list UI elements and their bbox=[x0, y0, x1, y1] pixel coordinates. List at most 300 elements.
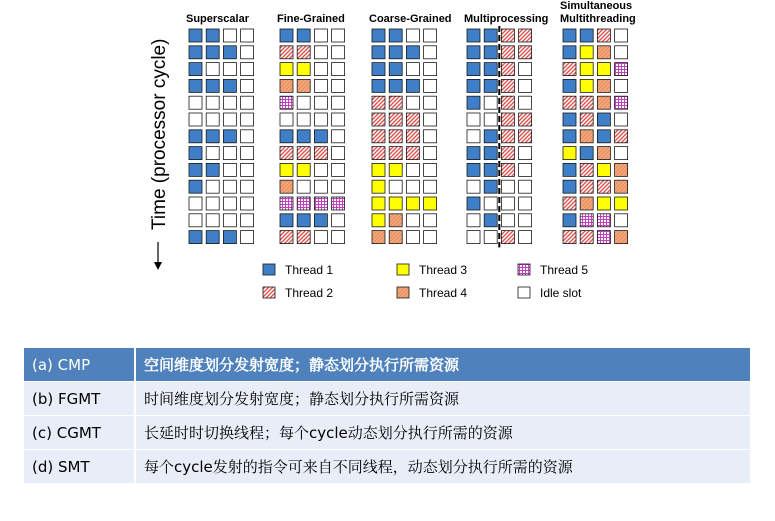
legend-item bbox=[263, 263, 333, 277]
row-description: 长延时时切换线程；每个cycle动态划分执行所需的资源 bbox=[135, 416, 750, 450]
idle-slot bbox=[424, 96, 437, 109]
idle-slot bbox=[484, 113, 497, 126]
thread-5-slot bbox=[280, 96, 293, 109]
thread-2-slot bbox=[563, 63, 576, 76]
thread-4-slot bbox=[280, 79, 293, 92]
slot-grid-2 bbox=[277, 13, 345, 244]
thread-1-swatch bbox=[263, 264, 275, 275]
thread-2-slot bbox=[372, 96, 385, 109]
idle-slot bbox=[424, 46, 437, 59]
idle-slot bbox=[189, 197, 202, 210]
thread-2-slot bbox=[406, 113, 419, 126]
thread-3-slot bbox=[424, 197, 437, 210]
thread-3-slot bbox=[280, 163, 293, 176]
thread-4-slot bbox=[580, 197, 593, 210]
idle-slot bbox=[332, 180, 345, 193]
thread-5-slot bbox=[597, 231, 610, 244]
thread-1-slot bbox=[389, 46, 402, 59]
legend-label: Thread 2 bbox=[285, 286, 334, 300]
idle-slot bbox=[519, 96, 532, 109]
idle-slot bbox=[241, 130, 254, 143]
thread-2-slot bbox=[501, 130, 514, 143]
idle-slot bbox=[280, 113, 293, 126]
idle-slot bbox=[241, 63, 254, 76]
thread-1-slot bbox=[189, 63, 202, 76]
thread-1-slot bbox=[372, 63, 385, 76]
idle-slot bbox=[615, 147, 628, 160]
thread-1-slot bbox=[406, 46, 419, 59]
thread-4-slot bbox=[597, 79, 610, 92]
thread-3-slot bbox=[580, 63, 593, 76]
idle-slot bbox=[519, 214, 532, 227]
idle-slot bbox=[314, 163, 327, 176]
idle-slot bbox=[241, 29, 254, 42]
idle-slot bbox=[519, 231, 532, 244]
thread-1-slot bbox=[484, 29, 497, 42]
grid-title: Superscalar bbox=[186, 13, 249, 25]
thread-1-slot bbox=[467, 63, 480, 76]
thread-1-slot bbox=[563, 79, 576, 92]
thread-2-slot bbox=[501, 147, 514, 160]
idle-slot bbox=[332, 46, 345, 59]
thread-3-slot bbox=[615, 197, 628, 210]
idle-slot bbox=[241, 79, 254, 92]
thread-3-slot bbox=[372, 197, 385, 210]
thread-3-slot bbox=[372, 214, 385, 227]
thread-1-slot bbox=[280, 130, 293, 143]
idle-slot bbox=[241, 147, 254, 160]
thread-1-slot bbox=[297, 29, 310, 42]
thread-2-slot bbox=[280, 147, 293, 160]
thread-1-slot bbox=[597, 113, 610, 126]
idle-slot bbox=[314, 231, 327, 244]
thread-2-slot bbox=[372, 113, 385, 126]
idle-slot bbox=[424, 180, 437, 193]
idle-slot bbox=[314, 79, 327, 92]
thread-1-slot bbox=[372, 79, 385, 92]
thread-1-slot bbox=[223, 231, 236, 244]
thread-1-slot bbox=[189, 231, 202, 244]
y-axis-arrowhead bbox=[154, 262, 162, 270]
slot-grid-1 bbox=[186, 13, 254, 244]
thread-3-slot bbox=[372, 180, 385, 193]
idle-slot bbox=[467, 180, 480, 193]
thread-1-slot bbox=[206, 130, 219, 143]
idle-slot bbox=[406, 180, 419, 193]
idle-slot bbox=[424, 63, 437, 76]
thread-2-slot bbox=[280, 46, 293, 59]
idle-slot bbox=[406, 29, 419, 42]
legend-label: Thread 4 bbox=[419, 286, 468, 300]
thread-2-slot bbox=[501, 63, 514, 76]
thread-1-slot bbox=[297, 214, 310, 227]
row-description: 空间维度划分发射宽度；静态划分执行所需资源 bbox=[135, 348, 750, 382]
row-label: (b) FGMT bbox=[24, 382, 135, 416]
idle-slot bbox=[332, 29, 345, 42]
idle-slot bbox=[223, 214, 236, 227]
row-description: 每个cycle发射的指令可来自不同线程，动态划分执行所需的资源 bbox=[135, 450, 750, 484]
idle-slot bbox=[406, 63, 419, 76]
thread-4-swatch bbox=[397, 287, 409, 298]
thread-5-slot bbox=[297, 197, 310, 210]
thread-1-slot bbox=[563, 180, 576, 193]
thread-2-slot bbox=[519, 130, 532, 143]
legend bbox=[263, 263, 588, 300]
idle-slot bbox=[223, 180, 236, 193]
idle-slot bbox=[332, 163, 345, 176]
thread-3-swatch bbox=[397, 264, 409, 275]
idle-slot bbox=[223, 197, 236, 210]
idle-slot bbox=[332, 231, 345, 244]
legend-item bbox=[397, 263, 467, 277]
idle-slot bbox=[206, 96, 219, 109]
thread-2-slot bbox=[297, 231, 310, 244]
thread-2-slot bbox=[519, 46, 532, 59]
thread-5-slot bbox=[580, 214, 593, 227]
thread-2-slot bbox=[519, 29, 532, 42]
grid-title: Multithreading bbox=[560, 13, 636, 25]
grid-title: Simultaneous bbox=[560, 0, 633, 12]
thread-1-slot bbox=[280, 29, 293, 42]
thread-2-slot bbox=[597, 180, 610, 193]
thread-2-slot bbox=[372, 147, 385, 160]
thread-2-slot bbox=[297, 147, 310, 160]
thread-1-slot bbox=[389, 79, 402, 92]
idle-slot bbox=[241, 214, 254, 227]
table-row bbox=[24, 450, 750, 484]
thread-1-slot bbox=[597, 130, 610, 143]
thread-5-slot bbox=[314, 197, 327, 210]
idle-slot bbox=[519, 147, 532, 160]
idle-slot bbox=[467, 214, 480, 227]
idle-slot bbox=[519, 197, 532, 210]
thread-1-slot bbox=[467, 79, 480, 92]
idle-slot bbox=[241, 163, 254, 176]
thread-4-slot bbox=[389, 214, 402, 227]
thread-4-slot bbox=[580, 130, 593, 143]
thread-1-slot bbox=[484, 63, 497, 76]
thread-3-slot bbox=[580, 79, 593, 92]
idle-slot bbox=[314, 96, 327, 109]
thread-3-slot bbox=[389, 163, 402, 176]
thread-2-swatch bbox=[263, 287, 275, 298]
thread-3-slot bbox=[597, 163, 610, 176]
idle-slot bbox=[314, 113, 327, 126]
grid-title: Multiprocessing bbox=[464, 13, 549, 25]
thread-1-slot bbox=[563, 113, 576, 126]
legend-item bbox=[397, 286, 467, 300]
idle-slot bbox=[189, 214, 202, 227]
idle-slot bbox=[424, 113, 437, 126]
thread-1-slot bbox=[484, 46, 497, 59]
thread-1-slot bbox=[206, 29, 219, 42]
thread-1-slot bbox=[580, 147, 593, 160]
thread-5-slot bbox=[615, 63, 628, 76]
thread-2-slot bbox=[501, 231, 514, 244]
idle-slot bbox=[206, 63, 219, 76]
idle-slot bbox=[615, 113, 628, 126]
idle-slot bbox=[424, 130, 437, 143]
idle-slot bbox=[241, 180, 254, 193]
comparison-table bbox=[24, 348, 750, 484]
idle-slot bbox=[615, 79, 628, 92]
thread-1-slot bbox=[389, 63, 402, 76]
idle-slot bbox=[332, 214, 345, 227]
thread-3-slot bbox=[563, 147, 576, 160]
thread-2-slot bbox=[372, 130, 385, 143]
idle-slot bbox=[241, 46, 254, 59]
idle-slot bbox=[223, 113, 236, 126]
thread-2-slot bbox=[563, 197, 576, 210]
thread-1-slot bbox=[280, 214, 293, 227]
thread-1-slot bbox=[406, 79, 419, 92]
thread-1-slot bbox=[206, 231, 219, 244]
thread-1-slot bbox=[189, 147, 202, 160]
thread-4-slot bbox=[615, 180, 628, 193]
idle-slot bbox=[406, 163, 419, 176]
thread-1-slot bbox=[189, 29, 202, 42]
thread-1-slot bbox=[314, 214, 327, 227]
thread-2-slot bbox=[389, 130, 402, 143]
thread-2-slot bbox=[563, 231, 576, 244]
idle-slot bbox=[332, 130, 345, 143]
thread-3-slot bbox=[297, 63, 310, 76]
thread-1-slot bbox=[189, 46, 202, 59]
idle-slot bbox=[332, 113, 345, 126]
thread-1-slot bbox=[189, 180, 202, 193]
thread-1-slot bbox=[314, 130, 327, 143]
thread-2-slot bbox=[501, 79, 514, 92]
thread-3-slot bbox=[406, 197, 419, 210]
thread-1-slot bbox=[223, 130, 236, 143]
idle-slot bbox=[189, 113, 202, 126]
idle-slot bbox=[241, 197, 254, 210]
thread-2-slot bbox=[580, 96, 593, 109]
legend-label: Idle slot bbox=[540, 286, 582, 300]
thread-2-slot bbox=[615, 130, 628, 143]
thread-4-slot bbox=[597, 46, 610, 59]
thread-3-slot bbox=[597, 63, 610, 76]
idle-slot bbox=[519, 63, 532, 76]
idle-slot bbox=[206, 197, 219, 210]
idle-slot bbox=[206, 113, 219, 126]
thread-4-slot bbox=[280, 180, 293, 193]
thread-1-slot bbox=[563, 46, 576, 59]
thread-1-slot bbox=[189, 163, 202, 176]
table-row bbox=[24, 348, 750, 382]
thread-3-slot bbox=[580, 46, 593, 59]
idle-slot bbox=[484, 231, 497, 244]
thread-1-slot bbox=[467, 29, 480, 42]
thread-2-slot bbox=[597, 29, 610, 42]
thread-4-slot bbox=[615, 163, 628, 176]
thread-4-slot bbox=[597, 147, 610, 160]
thread-4-slot bbox=[372, 231, 385, 244]
idle-slot bbox=[241, 96, 254, 109]
idle-slot bbox=[206, 214, 219, 227]
idle-slot bbox=[424, 214, 437, 227]
thread-1-slot bbox=[563, 163, 576, 176]
idle-slot bbox=[615, 29, 628, 42]
thread-3-slot bbox=[372, 163, 385, 176]
thread-1-slot bbox=[189, 130, 202, 143]
idle-slot-swatch bbox=[518, 287, 530, 298]
legend-label: Thread 5 bbox=[540, 263, 589, 277]
thread-5-slot bbox=[615, 96, 628, 109]
idle-slot bbox=[223, 147, 236, 160]
thread-1-slot bbox=[484, 79, 497, 92]
thread-1-slot bbox=[484, 214, 497, 227]
idle-slot bbox=[314, 29, 327, 42]
thread-1-slot bbox=[580, 29, 593, 42]
thread-2-slot bbox=[389, 147, 402, 160]
row-label: (c) CGMT bbox=[24, 416, 135, 450]
idle-slot bbox=[615, 214, 628, 227]
thread-4-slot bbox=[297, 79, 310, 92]
idle-slot bbox=[467, 113, 480, 126]
thread-1-slot bbox=[389, 29, 402, 42]
row-description: 时间维度划分发射宽度；静态划分执行所需资源 bbox=[135, 382, 750, 416]
thread-1-slot bbox=[467, 197, 480, 210]
thread-1-slot bbox=[372, 46, 385, 59]
thread-3-slot bbox=[389, 197, 402, 210]
idle-slot bbox=[223, 96, 236, 109]
thread-2-slot bbox=[580, 163, 593, 176]
idle-slot bbox=[332, 79, 345, 92]
thread-1-slot bbox=[484, 163, 497, 176]
thread-2-slot bbox=[563, 96, 576, 109]
thread-1-slot bbox=[467, 46, 480, 59]
thread-1-slot bbox=[372, 29, 385, 42]
row-label: (a) CMP bbox=[24, 348, 135, 382]
idle-slot bbox=[223, 63, 236, 76]
legend-item bbox=[263, 286, 333, 300]
thread-1-slot bbox=[223, 46, 236, 59]
idle-slot bbox=[206, 180, 219, 193]
thread-5-slot bbox=[597, 214, 610, 227]
idle-slot bbox=[332, 63, 345, 76]
thread-3-slot bbox=[597, 197, 610, 210]
thread-2-slot bbox=[501, 113, 514, 126]
thread-2-slot bbox=[501, 96, 514, 109]
thread-3-slot bbox=[280, 63, 293, 76]
idle-slot bbox=[501, 197, 514, 210]
thread-4-slot bbox=[615, 231, 628, 244]
thread-2-slot bbox=[389, 113, 402, 126]
thread-1-slot bbox=[484, 180, 497, 193]
idle-slot bbox=[467, 130, 480, 143]
thread-5-slot bbox=[332, 197, 345, 210]
thread-2-slot bbox=[501, 29, 514, 42]
thread-3-slot bbox=[297, 163, 310, 176]
y-axis bbox=[149, 39, 170, 270]
idle-slot bbox=[615, 46, 628, 59]
thread-2-slot bbox=[580, 231, 593, 244]
thread-2-slot bbox=[580, 180, 593, 193]
thread-1-slot bbox=[223, 79, 236, 92]
idle-slot bbox=[297, 180, 310, 193]
slot-grid-3 bbox=[369, 13, 452, 244]
idle-slot bbox=[241, 231, 254, 244]
idle-slot bbox=[223, 29, 236, 42]
thread-2-slot bbox=[389, 96, 402, 109]
idle-slot bbox=[424, 29, 437, 42]
idle-slot bbox=[314, 180, 327, 193]
idle-slot bbox=[519, 163, 532, 176]
y-axis-label: Time (processor cycle) bbox=[149, 38, 170, 230]
idle-slot bbox=[314, 46, 327, 59]
thread-2-slot bbox=[314, 147, 327, 160]
slot-grid-5 bbox=[560, 0, 636, 244]
idle-slot bbox=[501, 180, 514, 193]
idle-slot bbox=[424, 231, 437, 244]
thread-1-slot bbox=[206, 163, 219, 176]
thread-1-slot bbox=[563, 214, 576, 227]
thread-2-slot bbox=[406, 130, 419, 143]
idle-slot bbox=[519, 180, 532, 193]
idle-slot bbox=[519, 79, 532, 92]
thread-1-slot bbox=[467, 163, 480, 176]
thread-5-swatch bbox=[518, 264, 530, 275]
idle-slot bbox=[424, 163, 437, 176]
thread-1-slot bbox=[467, 147, 480, 160]
idle-slot bbox=[223, 163, 236, 176]
thread-1-slot bbox=[297, 130, 310, 143]
idle-slot bbox=[389, 180, 402, 193]
idle-slot bbox=[406, 231, 419, 244]
idle-slot bbox=[406, 214, 419, 227]
idle-slot bbox=[501, 214, 514, 227]
thread-2-slot bbox=[280, 231, 293, 244]
thread-5-slot bbox=[280, 197, 293, 210]
table-row bbox=[24, 382, 750, 416]
thread-4-slot bbox=[389, 231, 402, 244]
thread-1-slot bbox=[563, 130, 576, 143]
idle-slot bbox=[484, 197, 497, 210]
thread-1-slot bbox=[206, 79, 219, 92]
row-label: (d) SMT bbox=[24, 450, 135, 484]
idle-slot bbox=[241, 113, 254, 126]
table-row bbox=[24, 416, 750, 450]
idle-slot bbox=[189, 96, 202, 109]
thread-2-slot bbox=[501, 46, 514, 59]
thread-2-slot bbox=[406, 147, 419, 160]
legend-label: Thread 3 bbox=[419, 263, 468, 277]
idle-slot bbox=[297, 96, 310, 109]
idle-slot bbox=[406, 96, 419, 109]
legend-item bbox=[518, 263, 588, 277]
thread-1-slot bbox=[484, 147, 497, 160]
grid-title: Coarse-Grained bbox=[369, 13, 452, 25]
thread-2-slot bbox=[501, 163, 514, 176]
thread-2-slot bbox=[297, 46, 310, 59]
idle-slot bbox=[467, 231, 480, 244]
slot-grid-4 bbox=[464, 13, 548, 247]
idle-slot bbox=[206, 147, 219, 160]
thread-1-slot bbox=[206, 46, 219, 59]
thread-1-slot bbox=[484, 130, 497, 143]
idle-slot bbox=[297, 113, 310, 126]
idle-slot bbox=[424, 79, 437, 92]
thread-1-slot bbox=[189, 79, 202, 92]
grid-title: Fine-Grained bbox=[277, 13, 345, 25]
idle-slot bbox=[314, 63, 327, 76]
thread-4-slot bbox=[597, 96, 610, 109]
idle-slot bbox=[332, 147, 345, 160]
legend-label: Thread 1 bbox=[285, 263, 334, 277]
idle-slot bbox=[332, 96, 345, 109]
idle-slot bbox=[424, 147, 437, 160]
